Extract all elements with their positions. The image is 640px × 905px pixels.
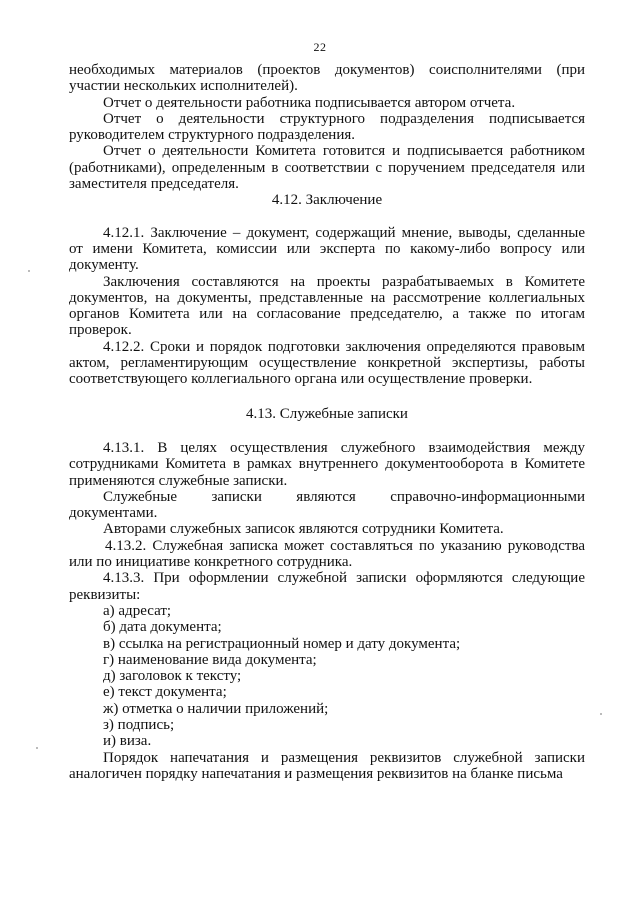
- paragraph: Отчет о деятельности структурного подразделения подписывается руководителем структурного подразделения.: [69, 110, 585, 144]
- requisites-list: [69, 603, 585, 750]
- paragraph: 4.13.2. Служебная записка может составляться по указанию руководства или по инициативе конкретного сотрудника.: [69, 537, 585, 571]
- paragraph: Отчет о деятельности работника подписывается автором отчета.: [103, 94, 516, 111]
- paragraph: 4.13.3. При оформлении служебной записки оформляются следующие реквизиты:: [69, 570, 585, 603]
- paragraph: Авторами служебных записок являются сотрудники Комитета.: [103, 521, 504, 538]
- list-item: д) заголовок к тексту;: [103, 668, 242, 685]
- scan-speck: [600, 713, 602, 715]
- paragraph: 4.12.1. Заключение – документ, содержащий мнение, выводы, сделанные от имени Комитета, комиссии или эксперта по какому-либо вопросу или документу.: [69, 224, 585, 274]
- paragraph: необходимых материалов (проектов документов) соисполнителями (при участии нескольких исполнителей).: [69, 62, 585, 95]
- paragraph: 4.13.1. В целях осуществления служебного взаимодействия между сотрудниками Комитета в рамках внутреннего документооборота в Комитете применяются служебные записки.: [69, 439, 585, 489]
- paragraph: Порядок напечатания и размещения реквизитов служебной записки аналогичен порядку напечатания и размещения реквизитов на бланке письма: [69, 749, 585, 782]
- list-item: ж) отметка о наличии приложений;: [103, 700, 329, 717]
- list-item: е) текст документа;: [103, 684, 227, 701]
- list-item: г) наименование вида документа;: [103, 651, 317, 668]
- paragraph: 4.12.2. Сроки и порядок подготовки заключения определяются правовым актом, регламентирующим осуществление конкретной экспертизы, работы соответствующего коллегиального органа или осуществление проверки.: [69, 338, 585, 388]
- list-item: и) виза.: [103, 733, 152, 750]
- paragraph: Заключения составляются на проекты разрабатываемых в Комитете документов, на документы, представленные на рассмотрение коллегиальных органов Комитета или на согласование председателю, а также по итогам проверок.: [69, 273, 585, 339]
- scan-speck: [36, 747, 38, 749]
- list-item: а) адресат;: [103, 602, 172, 619]
- list-item: б) дата документа;: [103, 619, 222, 636]
- page-number: 22: [313, 40, 327, 54]
- scan-speck: [28, 270, 30, 272]
- section-heading-4-13: 4.13. Служебные записки: [246, 405, 408, 422]
- list-item: в) ссылка на регистрационный номер и дату документа;: [103, 635, 461, 652]
- paragraph: Отчет о деятельности Комитета готовится и подписывается работником (работниками), определенным в соответствии с поручением председателя или заместителя председателя.: [69, 143, 585, 193]
- list-item: з) подпись;: [103, 716, 175, 733]
- document-body: [69, 62, 585, 782]
- section-heading-4-12: 4.12. Заключение: [271, 192, 383, 209]
- paragraph: Служебные записки являются справочно-информационными документами.: [69, 488, 585, 522]
